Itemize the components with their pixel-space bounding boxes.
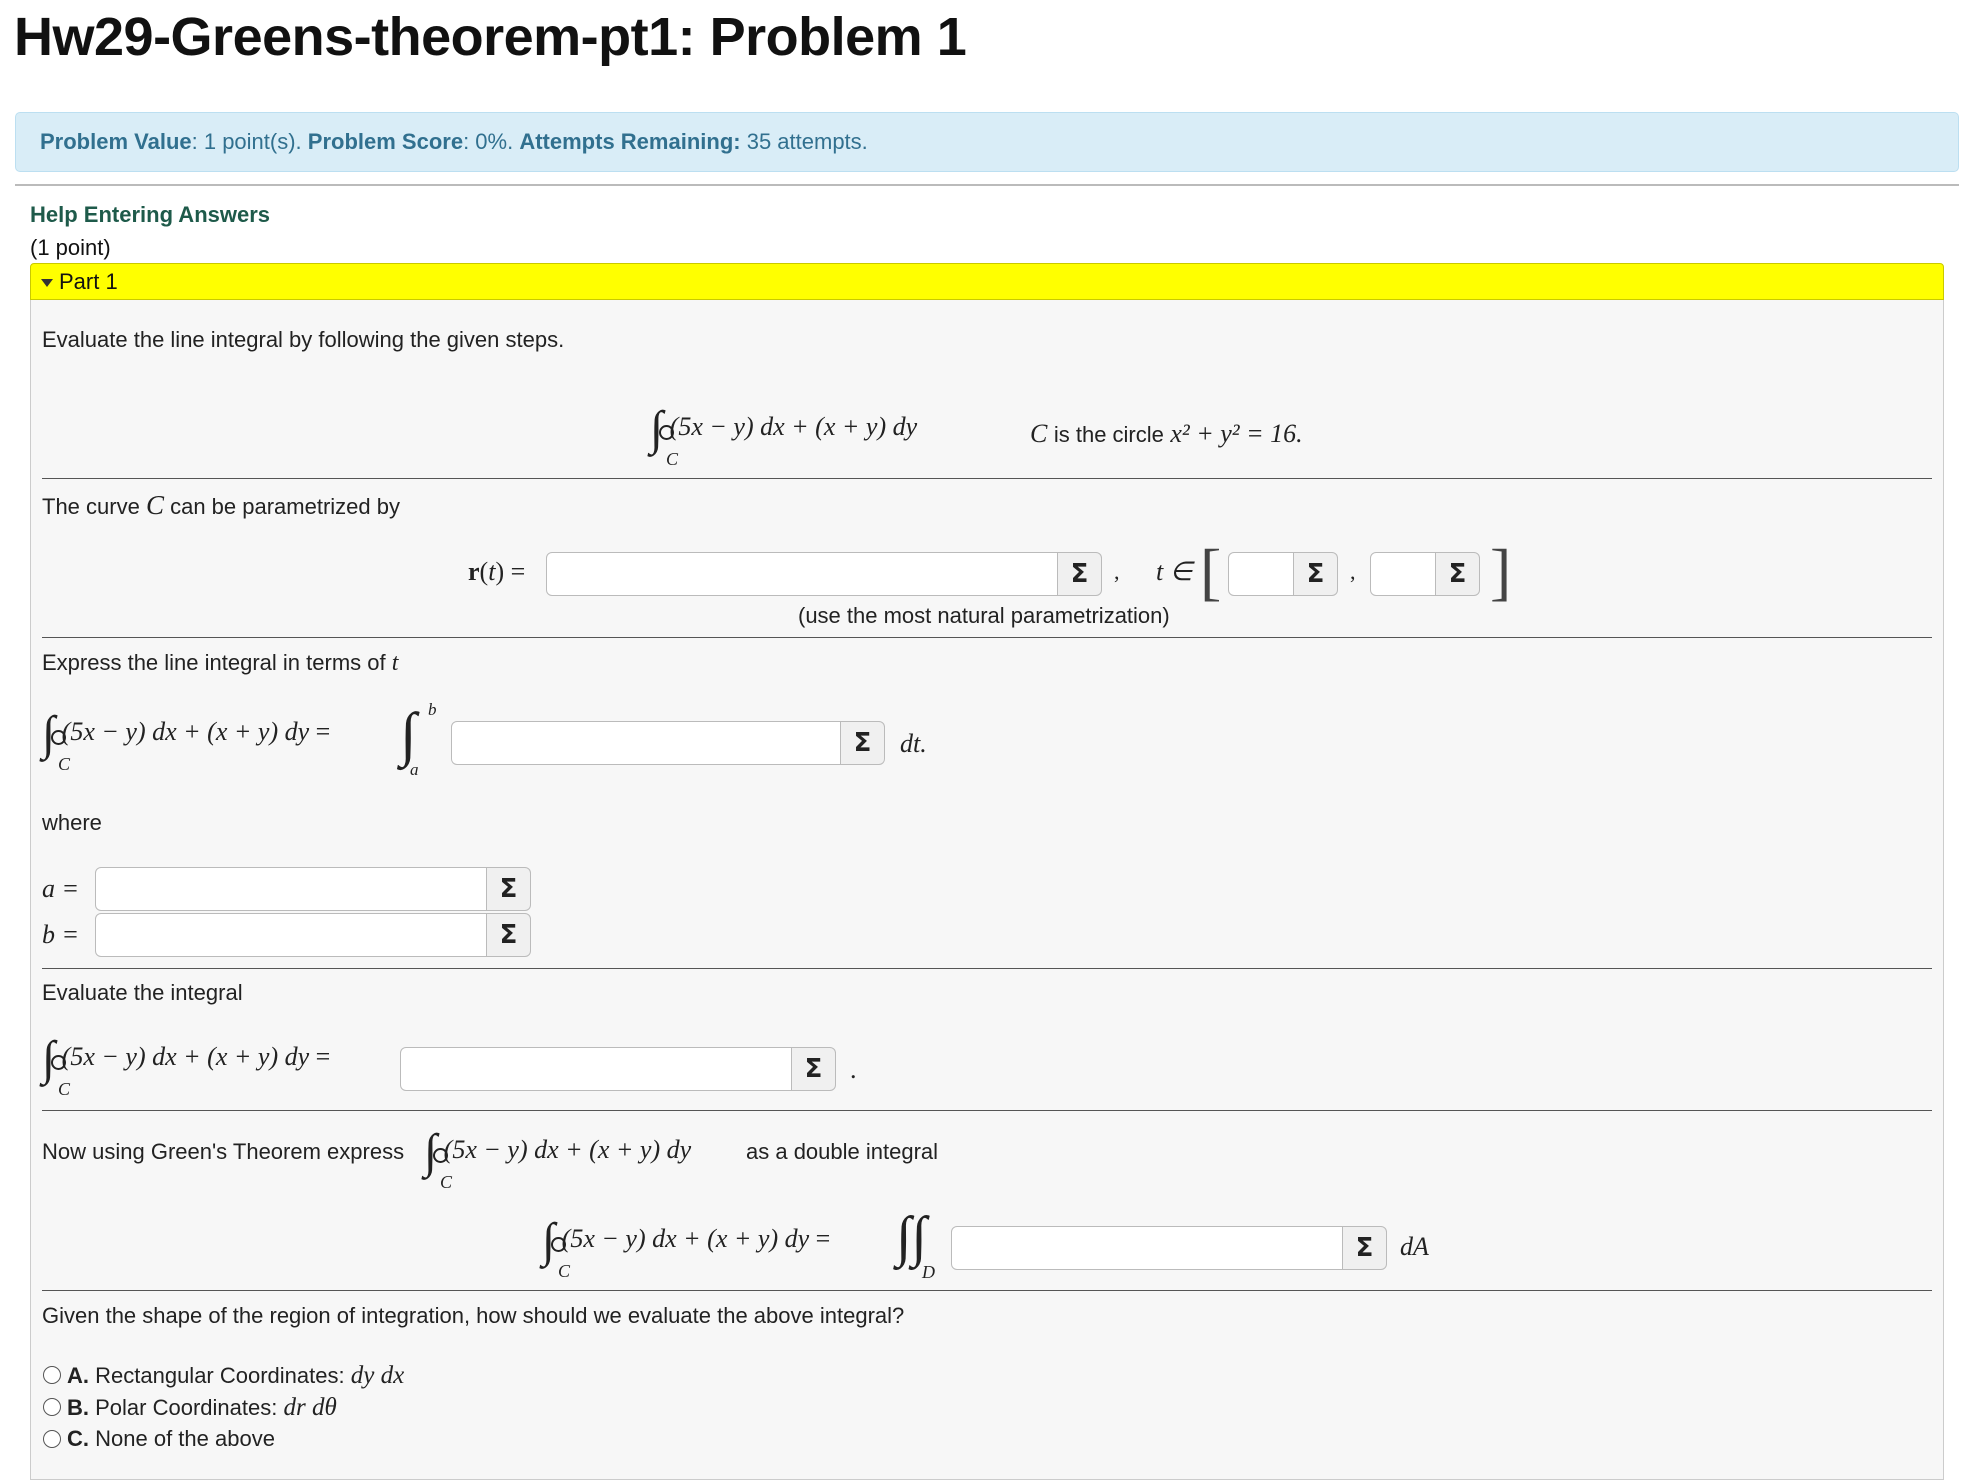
t-in-label: [1156, 557, 1192, 587]
divider: [42, 637, 1932, 638]
param-hint: (use the most natural parametrization): [798, 603, 1170, 628]
option-a-label[interactable]: A. Rectangular Coordinates: dy dx: [67, 1362, 405, 1389]
attempts-remaining: 35 attempts.: [746, 129, 868, 154]
radio-option-a[interactable]: [43, 1366, 61, 1384]
equals: =: [315, 1041, 331, 1071]
problem-value-label: Problem Value: [40, 129, 192, 154]
equals: =: [815, 1223, 831, 1253]
sub-c: C: [558, 1261, 571, 1281]
t-lower-input[interactable]: [1228, 552, 1294, 596]
evaluate-integral: [42, 1032, 331, 1099]
period: .: [850, 1055, 857, 1084]
param-post: can be parametrized by: [170, 494, 400, 519]
integrand: (5x − y) dx + (x + y) dy: [61, 716, 310, 746]
contour-integral-symbol: ∫: [42, 710, 55, 758]
where-text: where: [42, 810, 102, 835]
r-label: r(t) =: [468, 557, 526, 586]
main-integral: [650, 402, 918, 469]
circle-c: C: [1030, 419, 1048, 448]
param-c: C: [145, 490, 164, 520]
divider: [15, 184, 1959, 186]
equals: =: [315, 716, 331, 746]
integral-value-input[interactable]: [400, 1047, 792, 1091]
circle-statement: [1030, 419, 1303, 449]
express-text: [42, 650, 398, 677]
left-bracket: [: [1200, 536, 1222, 607]
b-label: b =: [42, 920, 80, 949]
b-input[interactable]: [95, 913, 487, 957]
upper-limit: b: [428, 700, 437, 719]
divider: [42, 968, 1932, 969]
evaluate-text: Evaluate the integral: [42, 980, 243, 1005]
da-label: dA: [1400, 1232, 1429, 1261]
sigma-button[interactable]: Σ: [487, 913, 531, 957]
sigma-button[interactable]: Σ: [1058, 552, 1102, 596]
integrand: (5x − y) dx + (x + y) dy: [669, 411, 918, 441]
part-label: Part 1: [59, 269, 118, 294]
part-1-toggle[interactable]: [30, 263, 1944, 300]
divider: [42, 1110, 1932, 1111]
attempts-label: Attempts Remaining:: [519, 129, 741, 154]
dt-label: dt.: [900, 729, 927, 758]
sigma-button[interactable]: Σ: [1436, 552, 1480, 596]
sub-d: D: [922, 1262, 935, 1282]
divider: [42, 1290, 1932, 1291]
integrand: (5x − y) dx + (x + y) dy: [443, 1134, 692, 1164]
comma: ,: [1350, 559, 1356, 584]
problem-score: : 0%.: [463, 129, 514, 154]
circle-mid-text: is the circle: [1053, 422, 1164, 447]
divider: [42, 478, 1932, 479]
comma: ,: [1114, 559, 1120, 584]
intro-text: Evaluate the line integral by following the given steps.: [42, 327, 565, 352]
help-entering-answers-link[interactable]: Help Entering Answers: [30, 202, 271, 227]
a-input[interactable]: [95, 867, 487, 911]
t-upper-input[interactable]: [1370, 552, 1436, 596]
option-b-label[interactable]: B. Polar Coordinates: dr dθ: [67, 1394, 337, 1421]
sigma-button[interactable]: Σ: [1343, 1226, 1387, 1270]
integrand-t-input[interactable]: [451, 721, 841, 765]
sub-c: C: [440, 1172, 453, 1192]
problem-info-bar: [15, 112, 1959, 172]
sub-c: C: [58, 754, 71, 774]
problem-score-label: Problem Score: [307, 129, 464, 154]
express-integral: [42, 707, 331, 774]
param-pre: The curve: [42, 494, 140, 519]
sigma-button[interactable]: Σ: [841, 721, 885, 765]
lower-limit: a: [410, 760, 419, 779]
integrand: (5x − y) dx + (x + y) dy: [61, 1041, 310, 1071]
integral-symbol: ∫: [400, 701, 417, 767]
caret-down-icon: [41, 279, 53, 287]
region-question: Given the shape of the region of integration, how should we evaluate the above integral?: [42, 1303, 905, 1328]
sub-c: C: [666, 449, 679, 469]
green-pre-text: Now using Green's Theorem express: [42, 1139, 405, 1164]
sigma-button[interactable]: Σ: [487, 867, 531, 911]
green-integral: [424, 1125, 692, 1192]
page-title: Hw29-Greens-theorem-pt1: Problem 1: [14, 7, 967, 67]
integrand: (5x − y) dx + (x + y) dy: [561, 1223, 810, 1253]
t-in: t ∈: [1156, 557, 1193, 586]
double-integral-symbol: ∫∫: [896, 1206, 927, 1268]
option-c-label[interactable]: C. None of the above: [67, 1426, 275, 1451]
contour-integral-symbol: ∫: [42, 1035, 55, 1083]
radio-option-b[interactable]: [43, 1398, 61, 1416]
sub-c: C: [58, 1079, 71, 1099]
express-var: t: [391, 650, 399, 676]
green-post-text: as a double integral: [746, 1139, 939, 1164]
r-t-input[interactable]: [546, 552, 1058, 596]
contour-integral-symbol: ∫: [650, 405, 663, 453]
problem-value: : 1 point(s).: [191, 129, 302, 154]
double-integrand-input[interactable]: [951, 1226, 1343, 1270]
points-label: (1 point): [30, 235, 111, 260]
contour-integral-symbol: ∫: [424, 1128, 437, 1176]
express-label: Express the line integral in terms of: [42, 650, 386, 675]
double-integral-lhs: [542, 1214, 831, 1281]
a-label: a =: [42, 874, 80, 903]
param-text: [42, 490, 400, 521]
radio-option-c[interactable]: [43, 1430, 61, 1448]
sigma-button[interactable]: Σ: [1294, 552, 1338, 596]
circle-equation: x² + y² = 16.: [1170, 419, 1303, 448]
sigma-button[interactable]: Σ: [792, 1047, 836, 1091]
contour-integral-symbol: ∫: [542, 1217, 555, 1265]
right-bracket: ]: [1490, 536, 1512, 607]
